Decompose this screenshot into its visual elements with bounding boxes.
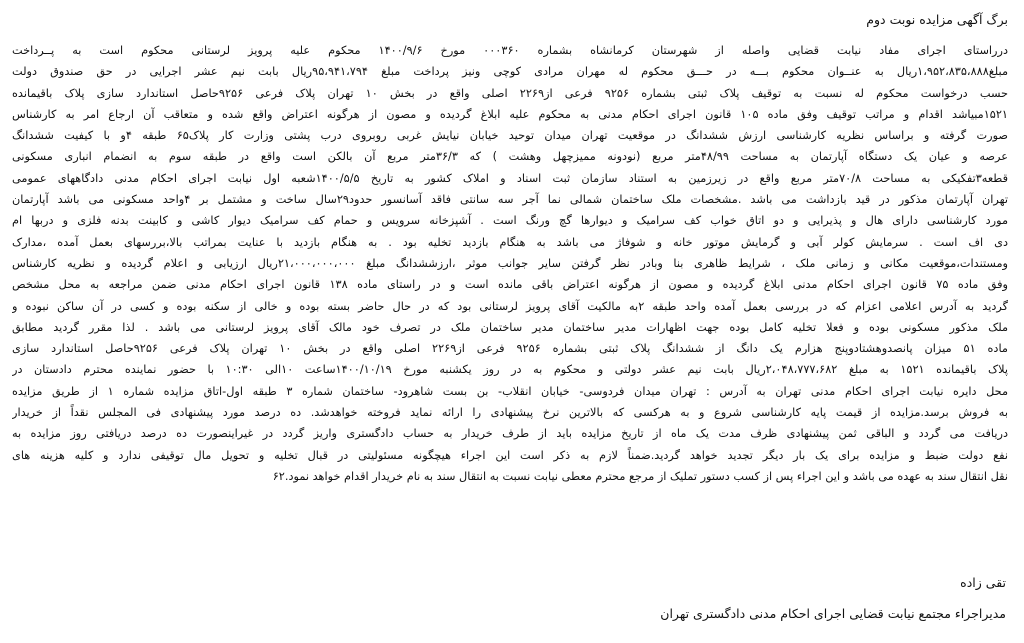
notice-line: نفع دولت ضبط و مزایده برای یک بار دیگر تجدید خواهد گردید.ضمناً لازم به ذکر است این اجراء هیچگونه مسئولیتی در قبال تخلیه و تحویل مال توقیفی ندارد و کلیه هزینه های <box>12 448 1008 462</box>
notice-line: نقل انتقال سند به عهده می باشد و این اجراء پس از کسب دستور تملیک از مرجع محترم معطی نیابت نسبت به انتقال سند به نام خریدار اقدام خواهد نمود.۶۲ <box>272 469 1008 483</box>
auction-notice-document <box>6 0 1018 643</box>
notice-title: برگ آگهی مزایده نوبت دوم <box>866 12 1008 27</box>
signer-name: تقی زاده <box>960 575 1006 590</box>
signer-title: مدیراجراء مجتمع نیابت قضایی اجرای احکام مدنی دادگستری تهران <box>660 606 1006 621</box>
notice-line: گردید به آدرس اعلامی اعزام که در بررسی بعمل آمده واحد طبقه ۲به مالکیت آقای پرویز لرستانی بود که در حال حاضر بسته بوده و خالی از سکنه بوده و کسی در آن ساکن نبوده و <box>12 299 1008 313</box>
notice-line: ۱۵۲۱مبیاشد اقدام و مراتب توقیف وفق ماده ۱۰۵ قانون اجرای احکام مدنی به محکوم علیه ابلاغ گردیده و مصون از هرگونه اعتراض واقع شده و متعاقب آن ارجاع امر به کارشناس <box>12 107 1008 121</box>
notice-line: حسب درخواست محکوم له نسبت به توقیف پلاک ثبتی بشماره ۹۲۵۶ فرعی از۲۲۶۹ اصلی واقع در بخش ۱۰ تهران پلاک فرعی ۹۲۵۶حاصل استاندارد سازی پلاک باقیمانده <box>12 86 1008 100</box>
notice-line: به فروش برسد.مزایده از قیمت پایه کارشناسی شروع و به هرکسی که بالاترین نرخ پیشنهادی را ارائه نماید فروخته خواهدشد. ده درصد مورد پیشنهادی فی المجلس نقداً از خریدار <box>12 406 1008 420</box>
notice-line: ومستندات،موقعیت مکانی و زمانی ملک ، شرایط ظاهری بنا وبادر نظر گرفتن سایر جوانب موثر ،ارزششدانگ مبلغ ۲۱،۰۰۰،۰۰۰،۰۰۰ریال ارزیابی و اعلام گردیده و نظریه کارشناس <box>12 256 1008 270</box>
notice-line: پلاک باقیمانده ۱۵۲۱ به مبلغ ۲،۰۴۸،۷۷۷،۶۸۲ریال بابت نیم عشر دولتی و محکوم به در روز یکشنبه مورخ ۱۴۰۰/۱۰/۱۹ساعت ۱۰الی ۱۰:۳۰ با حضور نماینده محترم دادستان در <box>12 363 1008 377</box>
notice-line: قطعه۳تفکیکی به مساحت ۷۰/۸متر مربع واقع در زیرزمین به استناد سازمان ثبت اسناد و املاک کشور به تاریخ ۱۴۰۰/۵/۵شعبه اول نیابت اجرای احکام مدنی دادگاههای عمومی <box>12 171 1008 185</box>
notice-line: دی اف است . سرمایش کولر آبی و گرمایش موتور خانه و شوفاژ می باشد به هنگام بازدید تخلیه بود . به هنگام بازدید با عنایت بمراتب بالا،بررسهای بعمل آمده ،مدارک <box>12 235 1008 249</box>
notice-line: مورد کارشناسی دارای هال و پذیرایی و دو اتاق خواب کف سرامیک و دیوارها گچ ورنگ است . آشپزخانه سرویس و حمام کف سرامیک دیوار کاشی و کابینت بدنه فلزی و دربها ام <box>12 214 1008 228</box>
notice-line: محل دایره نیابت اجرای احکام مدنی تهران به آدرس : تهران میدان فردوسی- خیابان انقلاب- بن بست شاهرود- ساختمان شماره ۳ طبقه اول-اتاق مزایده شماره ۱ از طریق مزایده <box>12 384 1008 398</box>
notice-line: تهران آپارتمان مذکور در قید بازداشت می باشد .مشخصات ملک ساختمان شمالی نما آجر سه سانتی فاقد آسانسور حدود۲۹سال ساخت و مشتمل بر ۴واحد مسکونی می باشد آپارتمان <box>12 193 1008 207</box>
notice-line: صورت گرفته و براساس نظریه کارشناسی ارزش ششدانگ در موقعیت تهران میدان توحید خیابان نیایش غربی روبروی درب پشتی وزارت کار پلاک۶۵ طبقه ۴و با کیفیت ششدانگ <box>12 129 1008 143</box>
notice-line: مبلغ۱،۹۵۲،۸۳۵،۸۸۸ریال به عنــوان محکوم بـــه در حـــق محکوم له مهران مرادی کوچی ونیز پرداخت مبلغ ۹۵،۹۴۱،۷۹۴ریال بابت نیم عشر اجرایی در حق صندوق دولت <box>12 65 1008 79</box>
notice-body <box>12 40 1008 487</box>
notice-line: دریافت می گردد و الباقی ثمن پیشنهادی ظرف مدت یک ماه از تاریخ مزایده باید از طرف خریدار به حساب دادگستری واریز گردد در غیراینصورت ده درصد دریافتی روز مزایده به <box>12 427 1008 441</box>
notice-line: ملک مذکور مسکونی بوده و فعلا تخلیه کامل بوده جهت اظهارات مدیر ساختمان مدیر ساختمان ملک در تصرف خود مالک آقای پرویز لرستانی می باشد . لذا مقرر گردید مطابق <box>12 320 1008 334</box>
notice-line: درراستای اجرای مفاد نیابت قضایی واصله از شهرستان کرمانشاه بشماره ۰۰۰۳۶۰ مورخ ۱۴۰۰/۹/۶ محکوم علیه پرویز لرستانی محکوم است به پــرداخت <box>12 44 1008 57</box>
notice-line: وفق ماده ۷۵ قانون اجرای احکام مدنی ابلاغ گردیده و مصون از هرگونه اعتراض باقی مانده است و در راستای ماده ۱۳۸ قانون اجرای احکام مدنی ضمن مراجعه به محل مشخص <box>12 278 1008 292</box>
notice-line: ماده ۵۱ میزان پانصدوهشتادوپنج هزارم یک دانگ از ششدانگ پلاک ثبتی بشماره ۹۲۵۶ فرعی از۲۲۶۹ اصلی واقع در بخش ۱۰ تهران پلاک فرعی ۹۲۵۶حاصل استاندارد سازی <box>12 342 1008 356</box>
notice-line: عرصه و عیان یک دستگاه آپارتمان به مساحت ۴۸/۹۹متر مربع (نودونه ممیزچهل وهشت ) که ۳۶/۳متر مربع آن بالکن است واقع در طبقه سوم به انضمام انباری مسکونی <box>12 150 1008 164</box>
